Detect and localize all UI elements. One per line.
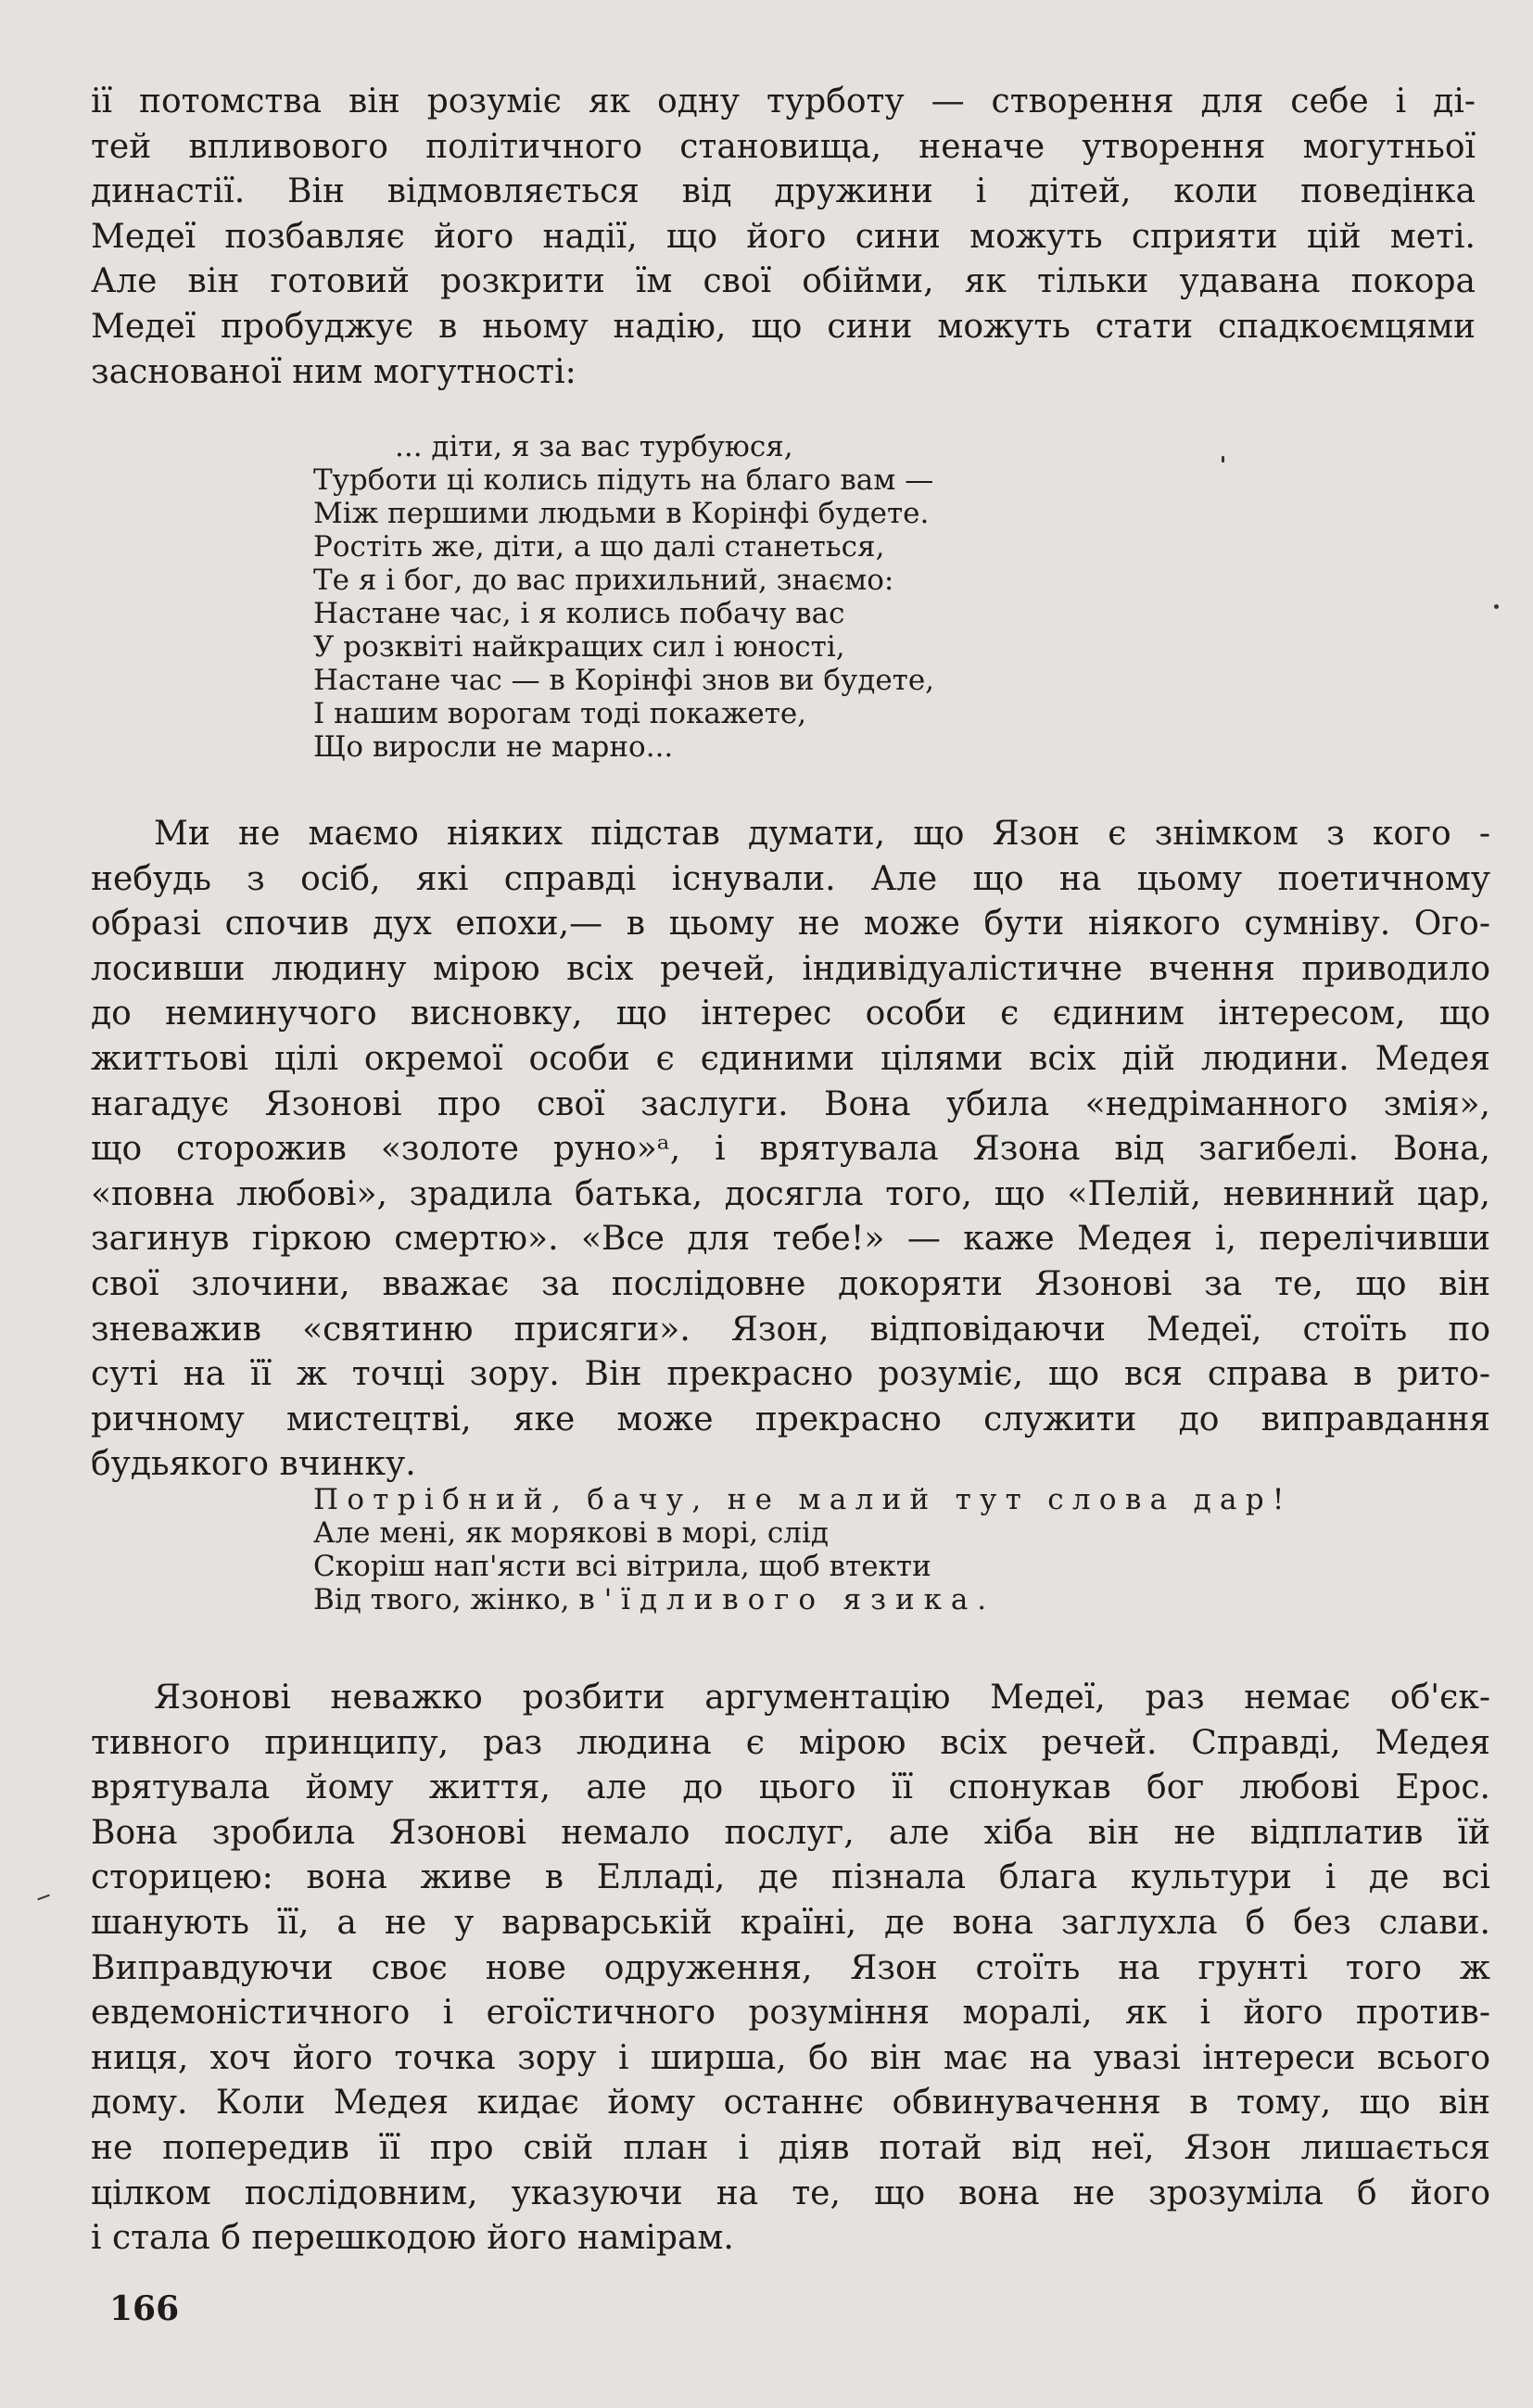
text-line: лосивши людину мірою всіх речей, індивідуалістичне вчення приводило xyxy=(91,949,1490,988)
text-line: будьякого вчинку. xyxy=(91,1445,416,1484)
text-line: «повна любові», зрадила батька, досягла того, що «Пелій, невинний цар, xyxy=(91,1174,1490,1213)
verse-line-part: Від твого, жінко, xyxy=(313,1583,579,1616)
text-line: загинув гіркою смертю». «Все для тебе!» — каже Медея і, перелічивши xyxy=(91,1220,1490,1259)
text-line: і стала б перешкодою його намірам. xyxy=(91,2219,734,2258)
text-line: свої злочини, вважає за послідовне докоряти Язонові за те, що він xyxy=(91,1264,1490,1303)
text-line: ниця, хоч його точка зору і ширша, бо він має на увазі інтереси всього xyxy=(91,2038,1490,2077)
verse-line: Скоріш нап'ясти всі вітрила, щоб втекти xyxy=(313,1550,931,1583)
text-line: життьові цілі окремої особи є єдиними цілями всіх дій людини. Медея xyxy=(91,1039,1490,1078)
page-number: 166 xyxy=(109,2289,180,2328)
verse-line: Настане час — в Корінфі знов ви будете, xyxy=(313,664,935,697)
text-line: ричному мистецтві, яке може прекрасно служити до виправдання xyxy=(91,1400,1490,1438)
text-line: заснованої ним могутності: xyxy=(91,352,576,391)
verse-line: Між першими людьми в Корінфі будете. xyxy=(313,497,930,530)
text-line: тивного принципу, раз людина є мірою всіх речей. Справді, Медея xyxy=(91,1723,1490,1762)
verse-line: ... діти, я за вас турбуюся, xyxy=(395,430,793,463)
paragraph-3 xyxy=(91,1676,1490,2262)
text-line: дому. Коли Медея кидає йому останнє обвинувачення в тому, що він xyxy=(91,2084,1490,2123)
verse-line: І нашим ворогам тоді покажете, xyxy=(313,697,807,730)
text-line: Вона зробила Язонові немало послуг, але хіба він не відплатив їй xyxy=(91,1813,1490,1852)
verse-line: У розквіті найкращих сил і юності, xyxy=(313,630,845,664)
verse-line: Що виросли не марно... xyxy=(313,730,674,764)
verse-line: Те я і бог, до вас прихильний, знаємо: xyxy=(313,564,894,597)
text-line: Ми не маємо ніяких підстав думати, що Язон є знімком з кого - xyxy=(154,815,1490,853)
text-line: Язонові неважко розбити аргументацію Медеї, раз немає об'єк- xyxy=(154,1679,1490,1717)
poem-quote-1 xyxy=(313,430,934,764)
text-line: Виправдуючи своє нове одруження, Язон стоїть на грунті того ж xyxy=(91,1948,1490,1987)
print-speck xyxy=(37,1895,50,1901)
text-line: ії потомства він розуміє як одну турботу — створення для себе і ді- xyxy=(91,82,1476,120)
verse-line xyxy=(313,1583,1293,1616)
verse-line: Потрібний, бачу, не малий тут слова дар! xyxy=(313,1483,1293,1516)
text-line: Медеї пробуджує в ньому надію, що сини можуть стати спадкоємцями xyxy=(91,307,1476,346)
text-line: династії. Він відмовляється від дружини і дітей, коли поведінка xyxy=(91,172,1476,211)
text-line: евдемоністичного і егоїстичного розуміння моралі, як і його против- xyxy=(91,1994,1490,2033)
verse-line: Але мені, як морякові в морі, слід xyxy=(313,1516,829,1550)
text-line: врятувала йому життя, але до цього її спонукав бог любові Ерос. xyxy=(91,1768,1490,1807)
text-line: сторицею: вона живе в Елладі, де пізнала блага культури і де всі xyxy=(91,1858,1490,1897)
text-line: шанують її, а не у варварській країні, де вона заглухла б без слави. xyxy=(91,1903,1490,1942)
text-line: Медеї позбавляє його надії, що його сини можуть сприяти цій меті. xyxy=(91,217,1476,256)
text-line: цілком послідовним, указуючи на те, що вона не зрозуміла б його xyxy=(91,2174,1490,2212)
paragraph-2 xyxy=(91,812,1490,1488)
verse-line: Ростіть же, діти, а що далі станеться, xyxy=(313,530,885,564)
text-line: що сторожив «золоте руно»ᵃ, і врятувала Язона від загибелі. Вона, xyxy=(91,1130,1490,1169)
verse-line: Настане час, і я колись побачу вас xyxy=(313,597,845,630)
print-speck xyxy=(1222,456,1224,463)
verse-line-spaced-part: в'їдливого язика. xyxy=(578,1583,996,1616)
verse-line: Турботи ці колись підуть на благо вам — xyxy=(313,463,934,497)
text-line: нагадує Язонові про свої заслуги. Вона убила «недріманного змія», xyxy=(91,1084,1490,1123)
text-line: суті на її ж точці зору. Він прекрасно розуміє, що вся справа в рито- xyxy=(91,1355,1490,1394)
paragraph-1 xyxy=(91,80,1476,395)
text-line: образі спочив дух епохи,— в цьому не може бути ніякого сумніву. Ого- xyxy=(91,905,1490,944)
text-line: Але він готовий розкрити їм свої обійми, як тільки удавана покора xyxy=(91,262,1476,301)
text-line: тей впливового політичного становища, неначе утворення могутньої xyxy=(91,127,1476,166)
print-speck xyxy=(1494,604,1499,609)
poem-quote-2 xyxy=(313,1483,1293,1616)
text-line: зневажив «святиню присяги». Язон, відповідаючи Медеї, стоїть по xyxy=(91,1310,1490,1349)
text-line: не попередив її про свій план і діяв потай від неї, Язон лишається xyxy=(91,2128,1490,2167)
text-line: до неминучого висновку, що інтерес особи є єдиним інтересом, що xyxy=(91,995,1490,1033)
text-line: небудь з осіб, які справді існували. Але що на цьому поетичному xyxy=(91,859,1490,898)
